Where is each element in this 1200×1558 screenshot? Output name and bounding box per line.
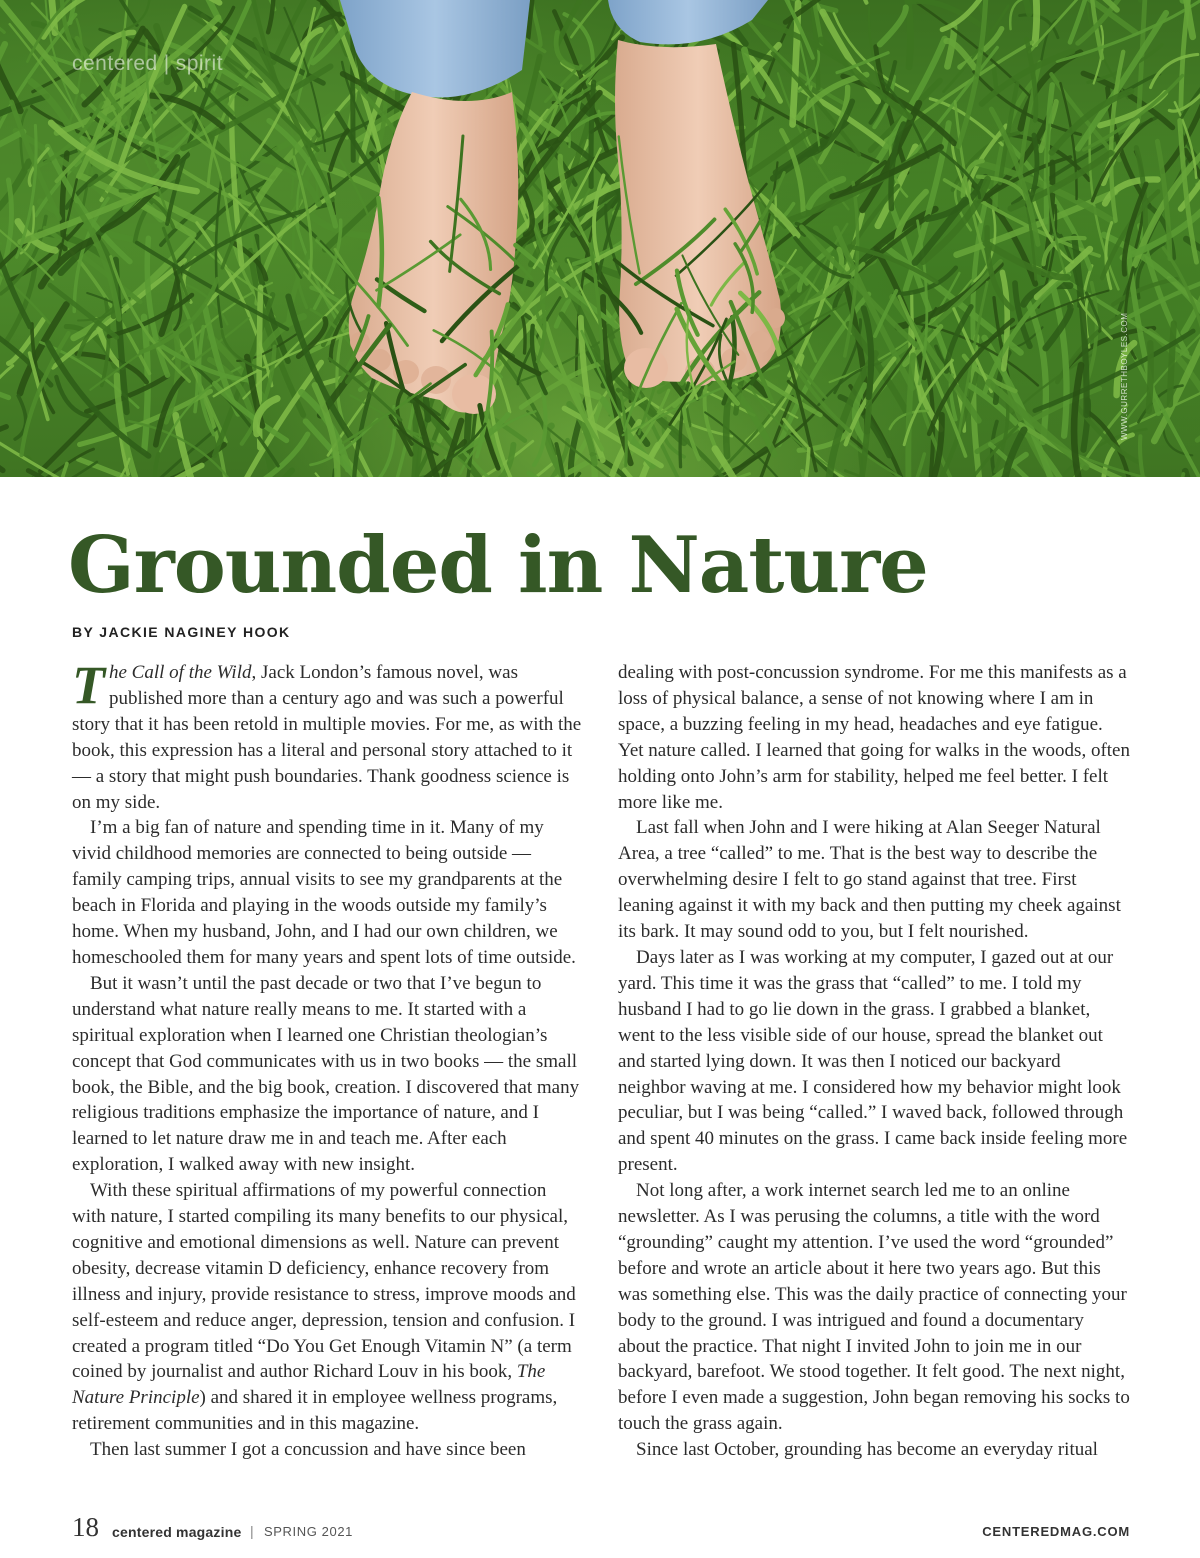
grass-blade <box>619 136 640 273</box>
paragraph-5: Then last summer I got a concussion and have since been <box>90 1439 526 1461</box>
grass-blade <box>546 323 602 449</box>
paragraph-4-text-b: ) and shared it in employee wellness programs, retirement communities and in this magazine. <box>72 1387 558 1435</box>
grass-blade <box>590 244 602 358</box>
paragraph-4-text-a: With these spiritual affirmations of my powerful connection with nature, I started compiling its many benefits to our physical, cognitive and emotional dimensions as well. Nature can prevent obesity, decrease vitamin D deficiency, enhance recovery from illness and injury, provide resistance to stress, improve moods and self-esteem and reduce anger, depression, tension and confusion. I created a program titled “Do You Get Enough Vitamin N” (a term coined by journalist and author Richard Louv in his book, <box>72 1180 576 1383</box>
paragraph-5-continued: dealing with post-concussion syndrome. For me this manifests as a loss of physical balance, a sense of not knowing where I am in space, a buzzing feeling in my head, headaches and eye fatigue. Yet nature called. I learned that going for walks in the woods, often holding onto John’s arm for stability, helped me feel better. I felt more like me. <box>618 662 1130 813</box>
page-number: 18 <box>72 1512 99 1542</box>
book-title-call-of-the-wild: he Call of the Wild <box>109 662 252 683</box>
article-byline: BY JACKIE NAGINEY HOOK <box>72 624 291 640</box>
paragraph-8: Not long after, a work internet search led me to an online newsletter. As I was perusing the columns, a title with the word “grounding” caught my attention. I’ve used the word “grounded” before and wrote an article about it here two years ago. But this was something else. This was the daily practice of connecting your body to the ground. I was intrigued and found a documentary about the practice. That night I invited John to join me in our backyard, barefoot. We stood together. It felt good. The next night, before I even made a suggestion, John began removing his socks to touch the grass again. <box>618 1180 1130 1435</box>
photo-credit: WWW.GURRETHBOYLES.COM <box>1120 312 1129 440</box>
grass-blade <box>376 235 460 291</box>
paragraph-3: But it wasn’t until the past decade or two that I’ve begun to understand what nature really means to me. It started with a spiritual exploration when I learned one Christian theologian’s concept that God communicates with us in two books — the small book, the Bible, and the big book, creation. I discovered that many religious traditions emphasize the importance of nature, and I learned to let nature draw me in and teach me. After each exploration, I walked away with new insight. <box>72 972 580 1176</box>
grass-blade <box>624 303 681 431</box>
website-link[interactable]: CENTEREDMAG.COM <box>982 1524 1130 1539</box>
magazine-name: centered magazine <box>112 1524 242 1540</box>
paragraph-1 <box>72 655 584 815</box>
paragraph-2: I’m a big fan of nature and spending time in it. Many of my vivid childhood memories are connected to being outside — family camping trips, annual visits to see my grandparents at the beach in Florida and playing in the woods outside my family’s home. When my husband, John, and I had our own children, we homeschooled them for many years and spent lots of time outside. <box>72 817 576 968</box>
paragraph-9: Since last October, grounding has become an everyday ritual <box>636 1439 1098 1461</box>
section-tag-separator: | <box>163 52 170 75</box>
paragraph-4 <box>72 1178 584 1437</box>
grass-blade <box>390 418 437 455</box>
article-title: Grounded in Nature <box>68 520 928 611</box>
paragraph-7: Days later as I was working at my computer, I gazed out at our yard. This time it was the grass that “called” to me. I told my husband I had to go lie down in the grass. I grabbed a blanket, went to the less visible side of our house, spread the blanket out and started lying down. It was then I noticed our backyard neighbor waving at me. I considered how my behavior might look peculiar, but I was being “called.” I waved back, followed through and spent 40 minutes on the grass. I came back inside feeling more present. <box>618 946 1128 1176</box>
book-title-nature-principle: The Nature Principle <box>72 1361 546 1409</box>
grass-blade <box>343 384 430 443</box>
body-column-right <box>618 660 1130 1463</box>
grass-blade <box>594 175 604 260</box>
page-footer <box>72 1508 1130 1548</box>
paragraph-1-text: , Jack London’s famous novel, was published more than a century ago and was such a powerful story that it has been retold in multiple movies. For me, as with the book, this expression has a literal and personal story attached to it — a story that might push boundaries. Thank goodness science is on my side. <box>72 662 582 813</box>
grass-blade <box>537 305 544 361</box>
section-tag-name: spirit <box>175 52 224 75</box>
grass-blade <box>450 136 463 271</box>
drop-cap: T <box>72 655 105 715</box>
grass-blade <box>347 273 361 332</box>
hero-photo <box>0 0 1200 477</box>
grass-blade <box>412 365 465 402</box>
section-tag-brand: centered <box>72 52 158 75</box>
footer-divider: | <box>250 1523 254 1539</box>
section-tag <box>72 52 223 76</box>
grass-blade <box>378 198 382 307</box>
body-column-left <box>72 655 584 1463</box>
paragraph-6: Last fall when John and I were hiking at Alan Seeger Natural Area, a tree “called” to me. That is the best way to describe the overwhelming desire I felt to go stand against that tree. First leaning against it with my back and then putting my cheek against its bark. It may sound odd to you, but I felt nourished. <box>618 817 1121 943</box>
grass-blade <box>741 173 784 252</box>
issue-label: SPRING 2021 <box>264 1524 353 1539</box>
grass-blade <box>711 262 745 305</box>
grass-blade <box>329 359 400 420</box>
